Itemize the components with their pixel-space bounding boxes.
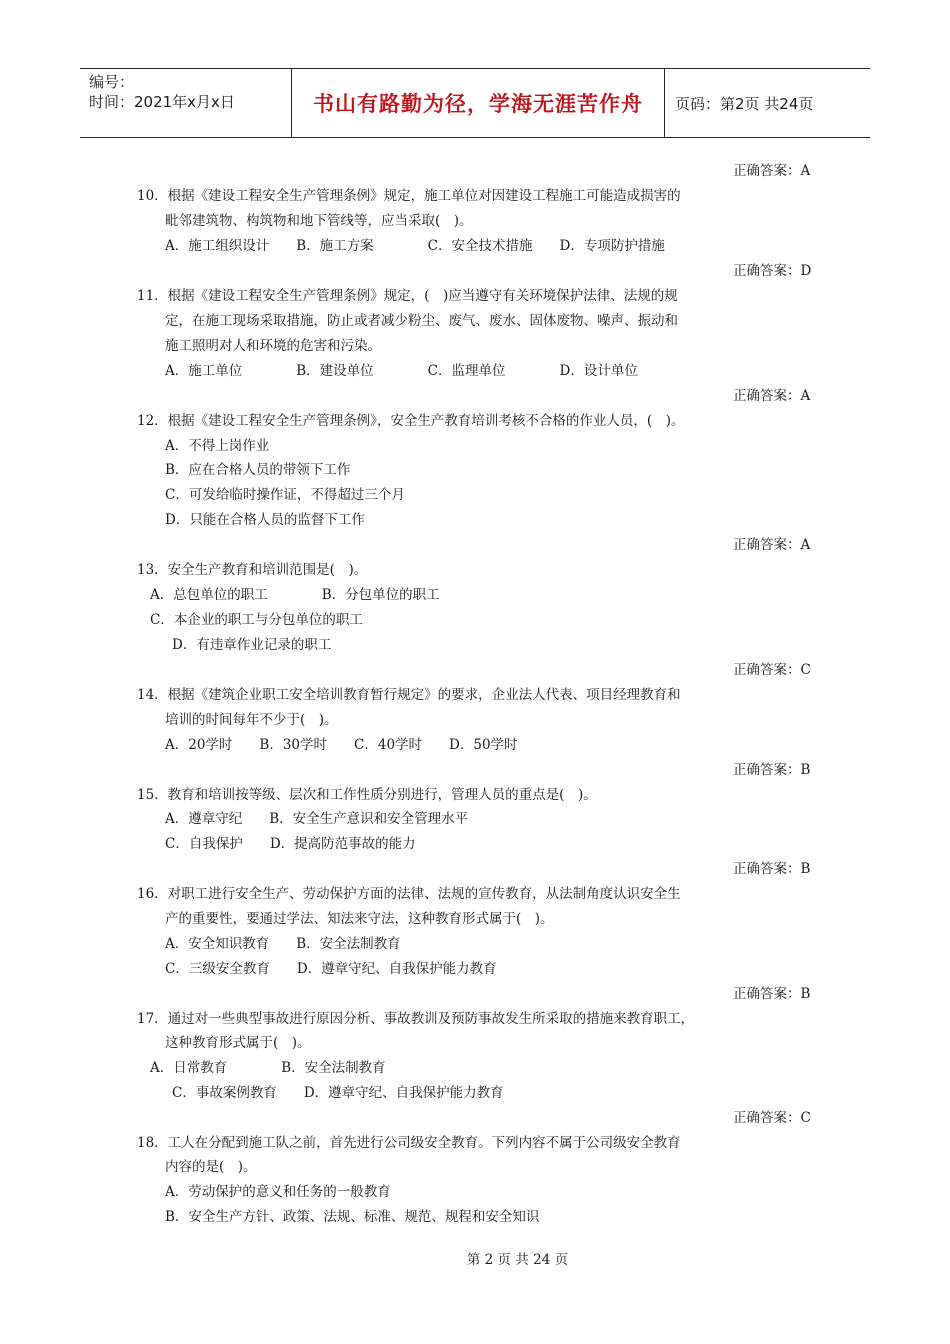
option-line: D．只能在合格人员的监督下工作 — [165, 512, 365, 528]
option-line: C．自我保护 D．提高防范事故的能力 — [165, 836, 416, 852]
motto: 书山有路勤为径，学海无涯苦作舟 — [292, 69, 665, 137]
option-line: B．安全生产方针、政策、法规、标准、规范、规程和安全知识 — [165, 1209, 540, 1225]
question-line: 12．根据《建设工程安全生产管理条例》，安全生产教育培训考核不合格的作业人员，( )。 — [137, 413, 685, 429]
code-label: 编号： — [89, 73, 135, 91]
correct-answer: 正确答案：D — [733, 263, 812, 279]
question-line: 施工照明对人和环境的危害和污染。 — [165, 338, 381, 354]
option-line: D．有违章作业记录的职工 — [172, 637, 332, 653]
page-indicator: 页码：第2页 共24页 — [675, 94, 814, 113]
option-line: A．安全知识教育 B．安全法制教育 — [165, 936, 401, 952]
option-line: A．总包单位的职工 B．分包单位的职工 — [150, 587, 440, 603]
option-line: A．遵章守纪 B．安全生产意识和安全管理水平 — [165, 811, 469, 827]
question-line: 11．根据《建设工程安全生产管理条例》规定，( )应当遵守有关环境保护法律、法规的规 — [137, 288, 678, 304]
option-line: C．三级安全教育 D．遵章守纪、自我保护能力教育 — [165, 961, 497, 977]
question-line: 内容的是( )。 — [165, 1159, 257, 1175]
time-label: 时间：2021年x月x日 — [89, 93, 235, 111]
correct-answer: 正确答案：A — [733, 388, 811, 404]
question-line: 毗邻建筑物、构筑物和地下管线等，应当采取( )。 — [165, 213, 473, 229]
question-line: 17．通过对一些典型事故进行原因分析、事故教训及预防事故发生所采取的措施来教育职工， — [137, 1011, 695, 1027]
page-header — [80, 68, 870, 138]
question-line: 定，在施工现场采取措施，防止或者减少粉尘、废气、废水、固体废物、噪声、振动和 — [165, 313, 678, 329]
correct-answer: 正确答案：B — [733, 861, 811, 877]
option-line: A．劳动保护的意义和任务的一般教育 — [165, 1184, 391, 1200]
correct-answer: 正确答案：C — [733, 662, 811, 678]
question-line: 10．根据《建设工程安全生产管理条例》规定，施工单位对因建设工程施工可能造成损害的 — [137, 188, 681, 204]
question-line: 产的重要性，要通过学法、知法来守法，这种教育形式属于( )。 — [165, 911, 554, 927]
option-line: A．日常教育 B．安全法制教育 — [150, 1060, 386, 1076]
question-line: 18．工人在分配到施工队之前，首先进行公司级安全教育。下列内容不属于公司级安全教育 — [137, 1135, 681, 1151]
correct-answer: 正确答案：A — [733, 163, 811, 179]
option-line: C．可发给临时操作证，不得超过三个月 — [165, 487, 405, 503]
correct-answer: 正确答案：B — [733, 762, 811, 778]
option-line: A．20学时 B．30学时 C．40学时 D．50学时 — [165, 737, 518, 753]
question-line: 16．对职工进行安全生产、劳动保护方面的法律、法规的宣传教育，从法制角度认识安全生 — [137, 886, 681, 902]
correct-answer: 正确答案：A — [733, 537, 811, 553]
option-line: A．施工组织设计 B．施工方案 C．安全技术措施 D．专项防护措施 — [165, 238, 665, 254]
correct-answer: 正确答案：B — [733, 986, 811, 1002]
page-footer — [0, 1248, 950, 1268]
header-info — [80, 69, 292, 137]
question-line: 这种教育形式属于( )。 — [165, 1035, 311, 1051]
question-line: 13．安全生产教育和培训范围是( )。 — [137, 562, 368, 578]
option-line: B．应在合格人员的带领下工作 — [165, 462, 351, 478]
question-line: 15．教育和培训按等级、层次和工作性质分别进行，管理人员的重点是( )。 — [137, 787, 597, 803]
footer-page-number: 第 2 页 共 24 页 — [466, 1252, 569, 1268]
option-line: C．本企业的职工与分包单位的职工 — [150, 612, 363, 628]
option-line: A．不得上岗作业 — [165, 438, 270, 454]
question-line: 14．根据《建筑企业职工安全培训教育暂行规定》的要求，企业法人代表、项目经理教育和 — [137, 687, 681, 703]
option-line: C．事故案例教育 D．遵章守纪、自我保护能力教育 — [172, 1085, 504, 1101]
option-line: A．施工单位 B．建设单位 C．监理单位 D．设计单位 — [165, 363, 638, 379]
question-line: 培训的时间每年不少于( )。 — [165, 712, 338, 728]
correct-answer: 正确答案：C — [733, 1110, 811, 1126]
